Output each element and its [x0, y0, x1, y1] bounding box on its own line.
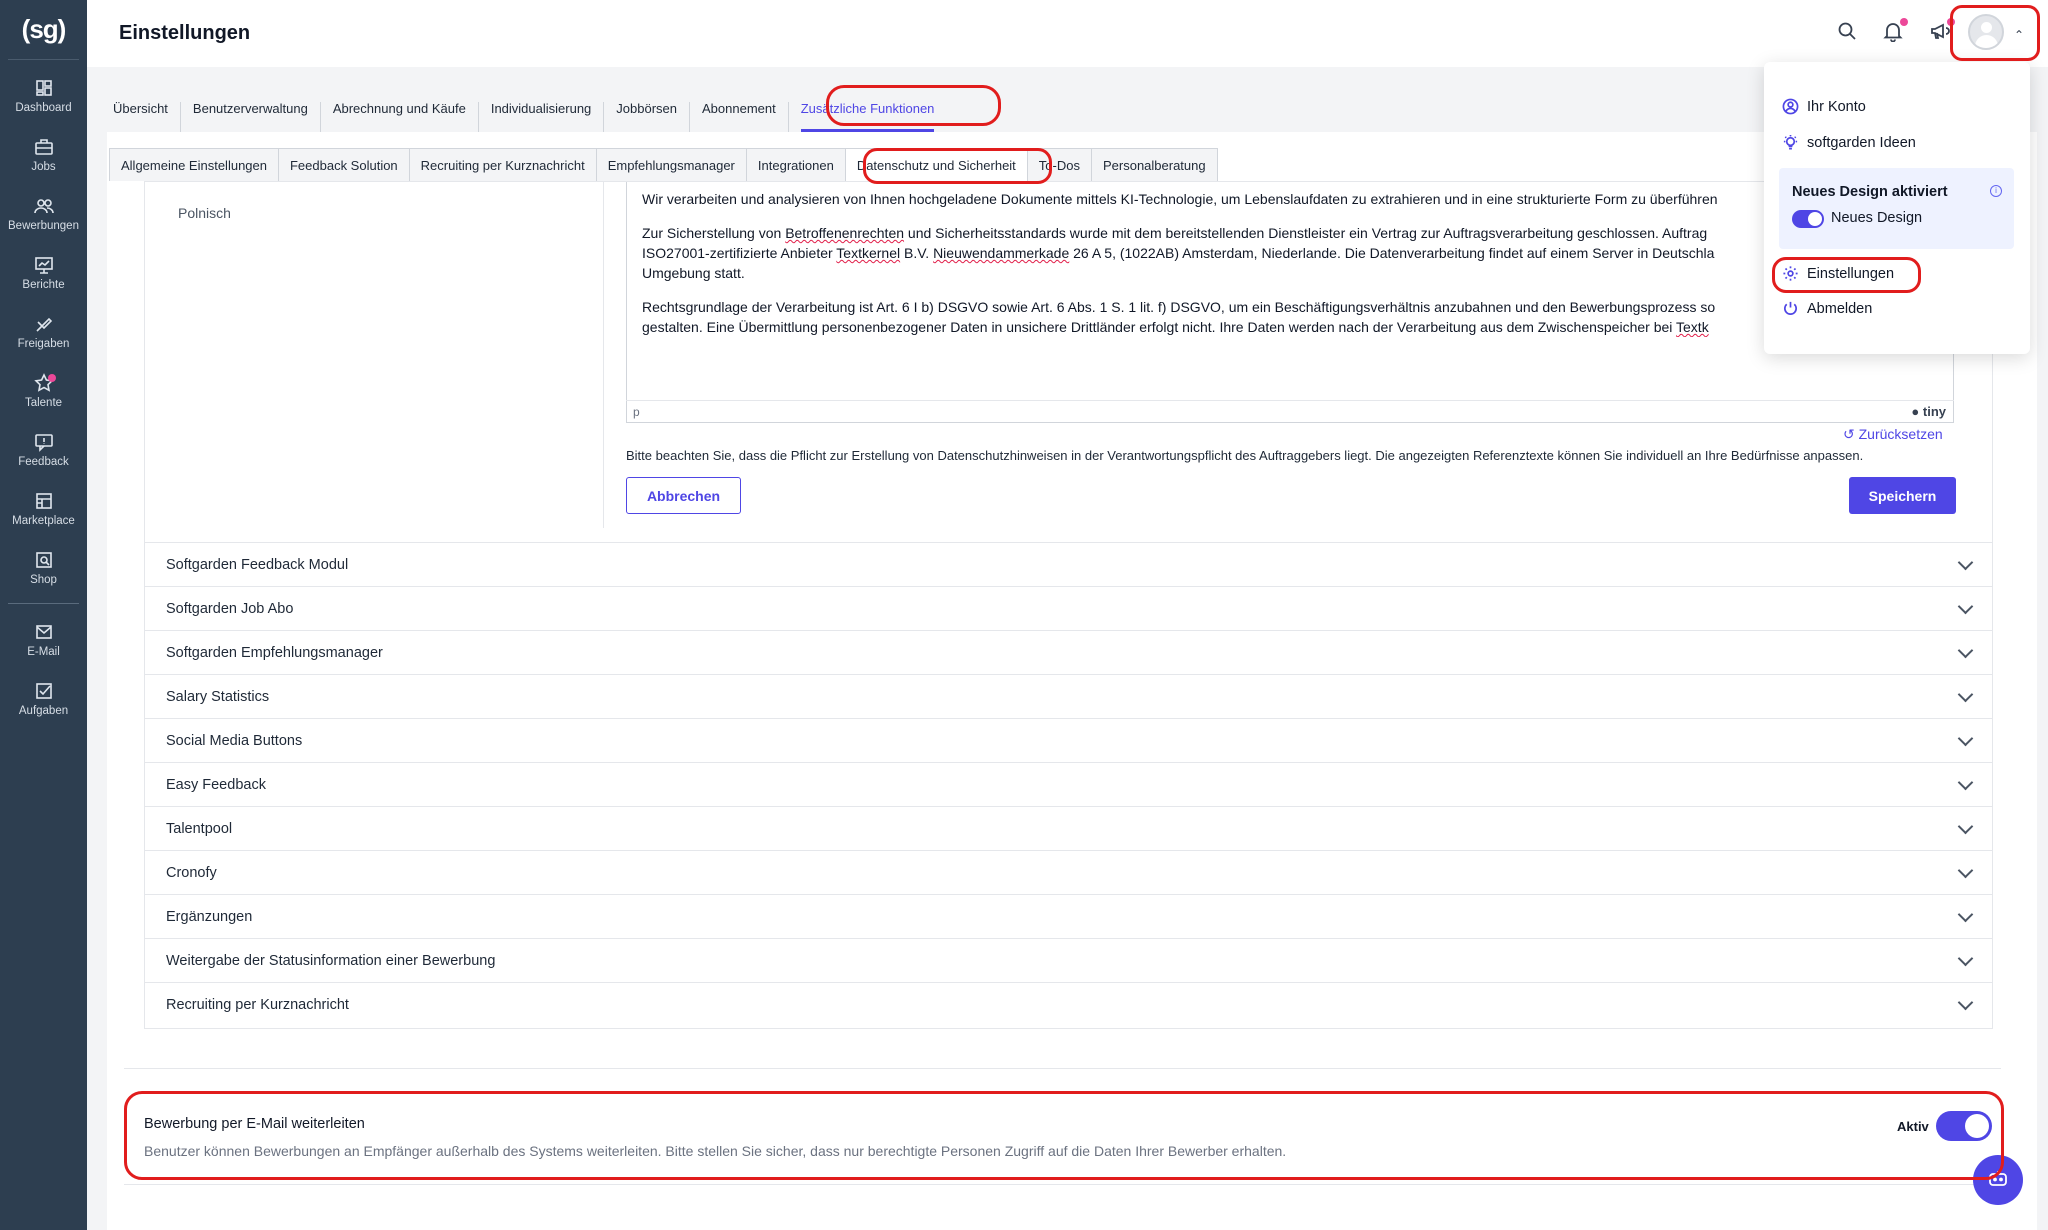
tasks-icon: [34, 681, 54, 701]
users-icon: [34, 196, 54, 216]
editor-text: und Sicherheitsstandards wurde mit dem bereitstellenden Dienstleister ein Vertrag zur Auftragsverarbeitung geschlossen. Auftrag: [904, 225, 1708, 241]
tab-allgemeine-einstellungen[interactable]: Allgemeine Einstellungen: [109, 148, 279, 181]
notification-dot: [1900, 18, 1908, 26]
spellcheck-word: Textk: [1676, 319, 1709, 335]
accordion-item[interactable]: [145, 982, 1992, 1026]
spellcheck-word: Textkernel: [836, 245, 901, 261]
sidebar-item-feedback[interactable]: [0, 420, 87, 479]
search-button[interactable]: [1836, 20, 1860, 44]
feature-accordion: [145, 542, 1992, 1026]
accordion-label: Weitergabe der Statusinformation einer Bewerbung: [166, 952, 496, 969]
new-design-card: [1779, 168, 2014, 249]
accordion-label: Softgarden Feedback Modul: [166, 556, 349, 573]
power-icon: [1782, 300, 1799, 317]
tab-individualisierung[interactable]: Individualisierung: [479, 102, 604, 132]
lightbulb-icon: [1782, 134, 1799, 151]
toggle-status-label: Aktiv: [1897, 1119, 1929, 1134]
tab-recruiting-kurznachricht[interactable]: Recruiting per Kurznachricht: [409, 148, 597, 181]
sidebar-item-freigaben[interactable]: [0, 302, 87, 361]
editor-text: ISO27001-zertifizierte Anbieter: [642, 245, 837, 261]
sidebar-item-label: Talente: [24, 396, 63, 409]
editor-paragraph: [642, 297, 1938, 337]
accordion-item[interactable]: [145, 762, 1992, 806]
email-forward-setting: [124, 1092, 2001, 1180]
sidebar-item-email[interactable]: [0, 610, 87, 669]
sidebar-item-label: Freigaben: [17, 337, 70, 350]
editor-text: Zur Sicherstellung von: [642, 225, 786, 241]
sidebar-item-dashboard[interactable]: [0, 66, 87, 125]
notification-dot: [1947, 18, 1955, 26]
accordion-label: Easy Feedback: [166, 776, 266, 793]
reset-label: Zurücksetzen: [1858, 426, 1943, 442]
menu-item-label: Einstellungen: [1807, 265, 1895, 282]
rich-text-editor[interactable]: [626, 182, 1954, 423]
info-icon[interactable]: i: [1990, 185, 2002, 197]
menu-item-settings[interactable]: [1782, 265, 1894, 282]
store-icon: [34, 491, 54, 511]
mail-icon: [34, 622, 54, 642]
editor-text: gestalten. Eine Übermittlung personenbezogener Daten in unsichere Drittländer erfolgt nicht. Ihre Daten werden nach der Verarbeitung aus dem Zwischenspeicher bei: [642, 319, 1677, 335]
tab-datenschutz-sicherheit[interactable]: Datenschutz und Sicherheit: [845, 148, 1028, 181]
cancel-button[interactable]: Abbrechen: [626, 477, 741, 514]
sidebar-item-label: Feedback: [18, 455, 69, 468]
chevron-down-icon: [1958, 819, 1974, 835]
section-divider: [124, 1184, 2001, 1185]
sidebar-item-bewerbungen[interactable]: [0, 184, 87, 243]
sidebar-item-label: Bewerbungen: [8, 219, 79, 232]
editor-text: Rechtsgrundlage der Verarbeitung ist Art. 6 I b) DSGVO sowie Art. 6 Abs. 1 S. 1 lit. f) DSGVO, um ein Beschäftigungsverhältnis anzubahnen und den Bewerbungsprozess so: [642, 299, 1716, 315]
accordion-label: Ergänzungen: [166, 908, 253, 925]
menu-item-ideas[interactable]: [1782, 134, 1916, 151]
chevron-down-icon: [1958, 995, 1974, 1011]
settings-tabs: [87, 67, 2048, 132]
accordion-label: Softgarden Empfehlungsmanager: [166, 644, 383, 661]
sidebar-divider: [8, 603, 79, 604]
editor-text: B.V.: [900, 245, 934, 261]
tiny-logo[interactable]: ● tiny: [1911, 404, 1946, 419]
user-circle-icon: [1782, 98, 1799, 115]
page-title: Einstellungen: [119, 22, 251, 44]
chevron-down-icon: [1958, 907, 1974, 923]
editor-paragraph: [642, 223, 1938, 283]
editor-paragraph: [642, 189, 1938, 209]
new-design-toggle-label: Neues Design: [1831, 210, 1923, 226]
accordion-item[interactable]: [145, 718, 1992, 762]
avatar[interactable]: [1968, 14, 2004, 50]
shop-icon: [34, 550, 54, 570]
tab-feedback-solution[interactable]: Feedback Solution: [278, 148, 410, 181]
user-menu-dropdown: [1764, 62, 2030, 354]
spellcheck-word: Nieuwendammerkade: [933, 245, 1070, 261]
email-forward-title: Bewerbung per E-Mail weiterleiten: [144, 1116, 365, 1132]
new-design-title: Neues Design aktiviert: [1792, 184, 1948, 200]
language-item-polnisch[interactable]: Polnisch: [178, 205, 231, 221]
tab-zusaetzliche-funktionen[interactable]: Zusätzliche Funktionen: [789, 102, 947, 132]
avatar-head: [1981, 22, 1992, 33]
sidebar-item-label: E-Mail: [27, 645, 60, 658]
tab-personalberatung[interactable]: Personalberatung: [1091, 148, 1218, 181]
save-button[interactable]: Speichern: [1849, 477, 1956, 514]
editor-text: Umgebung statt.: [642, 265, 745, 281]
editor-element-path[interactable]: p: [633, 405, 640, 419]
menu-item-label: softgarden Ideen: [1807, 134, 1916, 151]
chat-icon: [1986, 1168, 2010, 1192]
chevron-down-icon: [1958, 863, 1974, 879]
accordion-label: Cronofy: [166, 864, 217, 881]
tab-abrechnung[interactable]: Abrechnung und Käufe: [321, 102, 479, 132]
feedback-icon: [34, 432, 54, 452]
briefcase-icon: [34, 137, 54, 157]
menu-item-label: Abmelden: [1807, 300, 1873, 317]
menu-item-label: Ihr Konto: [1807, 98, 1866, 115]
toggle-knob: [1808, 212, 1822, 226]
section-divider: [124, 1068, 2001, 1069]
menu-item-logout[interactable]: [1782, 300, 1872, 317]
editor-statusbar: [626, 400, 1954, 423]
sidebar-item-label: Dashboard: [15, 101, 72, 114]
language-list: [145, 182, 604, 528]
accordion-item[interactable]: [145, 630, 1992, 674]
logo-text: (sg): [21, 14, 66, 44]
sidebar-item-jobs[interactable]: [0, 125, 87, 184]
accordion-item[interactable]: [145, 674, 1992, 718]
gear-icon: [1782, 265, 1799, 282]
chevron-up-icon[interactable]: ⌃: [2013, 28, 2024, 42]
sidebar-item-label: Aufgaben: [18, 704, 69, 717]
tab-uebersicht[interactable]: Übersicht: [101, 102, 181, 132]
accordion-item[interactable]: [145, 894, 1992, 938]
accordion-label: Recruiting per Kurznachricht: [166, 996, 349, 1013]
announcements-button[interactable]: [1929, 20, 1953, 44]
chevron-down-icon: [1958, 599, 1974, 615]
sub-tabs: [109, 148, 1217, 181]
editor-text: 26 A 5, (1022AB) Amsterdam, Niederlande. Die Datenverarbeitung findet auf einem Server in Deutschla: [1069, 245, 1715, 261]
tab-jobboersen[interactable]: Jobbörsen: [604, 102, 690, 132]
sidebar-item-label: Marketplace: [12, 514, 75, 527]
sidebar: [0, 0, 87, 1230]
new-design-toggle[interactable]: [1792, 210, 1824, 228]
search-icon: [1836, 20, 1858, 42]
avatar-body: [1975, 35, 1998, 50]
accordion-item[interactable]: [145, 542, 1992, 586]
accordion-item[interactable]: [145, 586, 1992, 630]
notifications-button[interactable]: [1882, 20, 1906, 44]
reset-icon: ↺: [1843, 426, 1855, 442]
chevron-down-icon: [1958, 643, 1974, 659]
email-forward-description: Benutzer können Bewerbungen an Empfänger außerhalb des Systems weiterleiten. Bitte stellen Sie sicher, dass nur berechtigte Personen Zugriff auf die Daten Ihrer Bewerber erhalten.: [144, 1143, 1287, 1159]
accordion-item[interactable]: [145, 850, 1992, 894]
spellcheck-word: Betroffenenrechten: [785, 225, 905, 241]
toggle-knob: [1965, 1114, 1989, 1138]
chevron-down-icon: [1958, 687, 1974, 703]
notification-dot: [48, 374, 56, 382]
accordion-label: Salary Statistics: [166, 688, 270, 705]
tab-todos[interactable]: To-Dos: [1027, 148, 1092, 181]
sidebar-item-label: Berichte: [22, 278, 65, 291]
tab-empfehlungsmanager[interactable]: Empfehlungsmanager: [596, 148, 747, 181]
reset-link[interactable]: [1843, 426, 1943, 443]
accordion-item[interactable]: [145, 806, 1992, 850]
chevron-down-icon: [1958, 731, 1974, 747]
chevron-down-icon: [1958, 555, 1974, 571]
sidebar-item-label: Jobs: [31, 160, 56, 173]
help-chat-button[interactable]: [1973, 1155, 2023, 1205]
editor-text: Wir verarbeiten und analysieren von Ihnen hochgeladene Dokumente mittels KI-Technologie, um Lebenslaufdaten zu extrahieren und in eine strukturierte Form zu überführen: [642, 191, 1718, 207]
app-logo[interactable]: [8, 0, 79, 60]
sidebar-item-shop[interactable]: [0, 538, 87, 597]
chevron-down-icon: [1958, 775, 1974, 791]
sidebar-item-marketplace[interactable]: [0, 479, 87, 538]
approval-icon: [34, 314, 54, 334]
top-header: [87, 0, 2048, 67]
email-forward-toggle[interactable]: [1936, 1111, 1992, 1141]
tiny-brand-text: tiny: [1922, 404, 1946, 419]
dashboard-icon: [34, 78, 54, 98]
accordion-item[interactable]: [145, 938, 1992, 982]
tab-integrationen[interactable]: Integrationen: [746, 148, 846, 181]
accordion-label: Talentpool: [166, 820, 233, 837]
sidebar-item-berichte[interactable]: [0, 243, 87, 302]
privacy-settings-box: [144, 181, 1993, 1029]
sidebar-item-aufgaben[interactable]: [0, 669, 87, 728]
chevron-down-icon: [1958, 951, 1974, 967]
privacy-disclaimer: Bitte beachten Sie, dass die Pflicht zur Erstellung von Datenschutzhinweisen in der Verantwortungspflicht des Auftraggebers liegt. Die angezeigten Referenztexte können Sie individuell an Ihre Bedürfnisse anpassen.: [626, 448, 1864, 463]
tab-abonnement[interactable]: Abonnement: [690, 102, 789, 132]
sidebar-item-talente[interactable]: [0, 361, 87, 420]
accordion-label: Softgarden Job Abo: [166, 600, 294, 617]
report-icon: [34, 255, 54, 275]
menu-item-account[interactable]: [1782, 98, 1866, 115]
accordion-label: Social Media Buttons: [166, 732, 303, 749]
tab-benutzerverwaltung[interactable]: Benutzerverwaltung: [181, 102, 321, 132]
sidebar-item-label: Shop: [30, 573, 57, 586]
